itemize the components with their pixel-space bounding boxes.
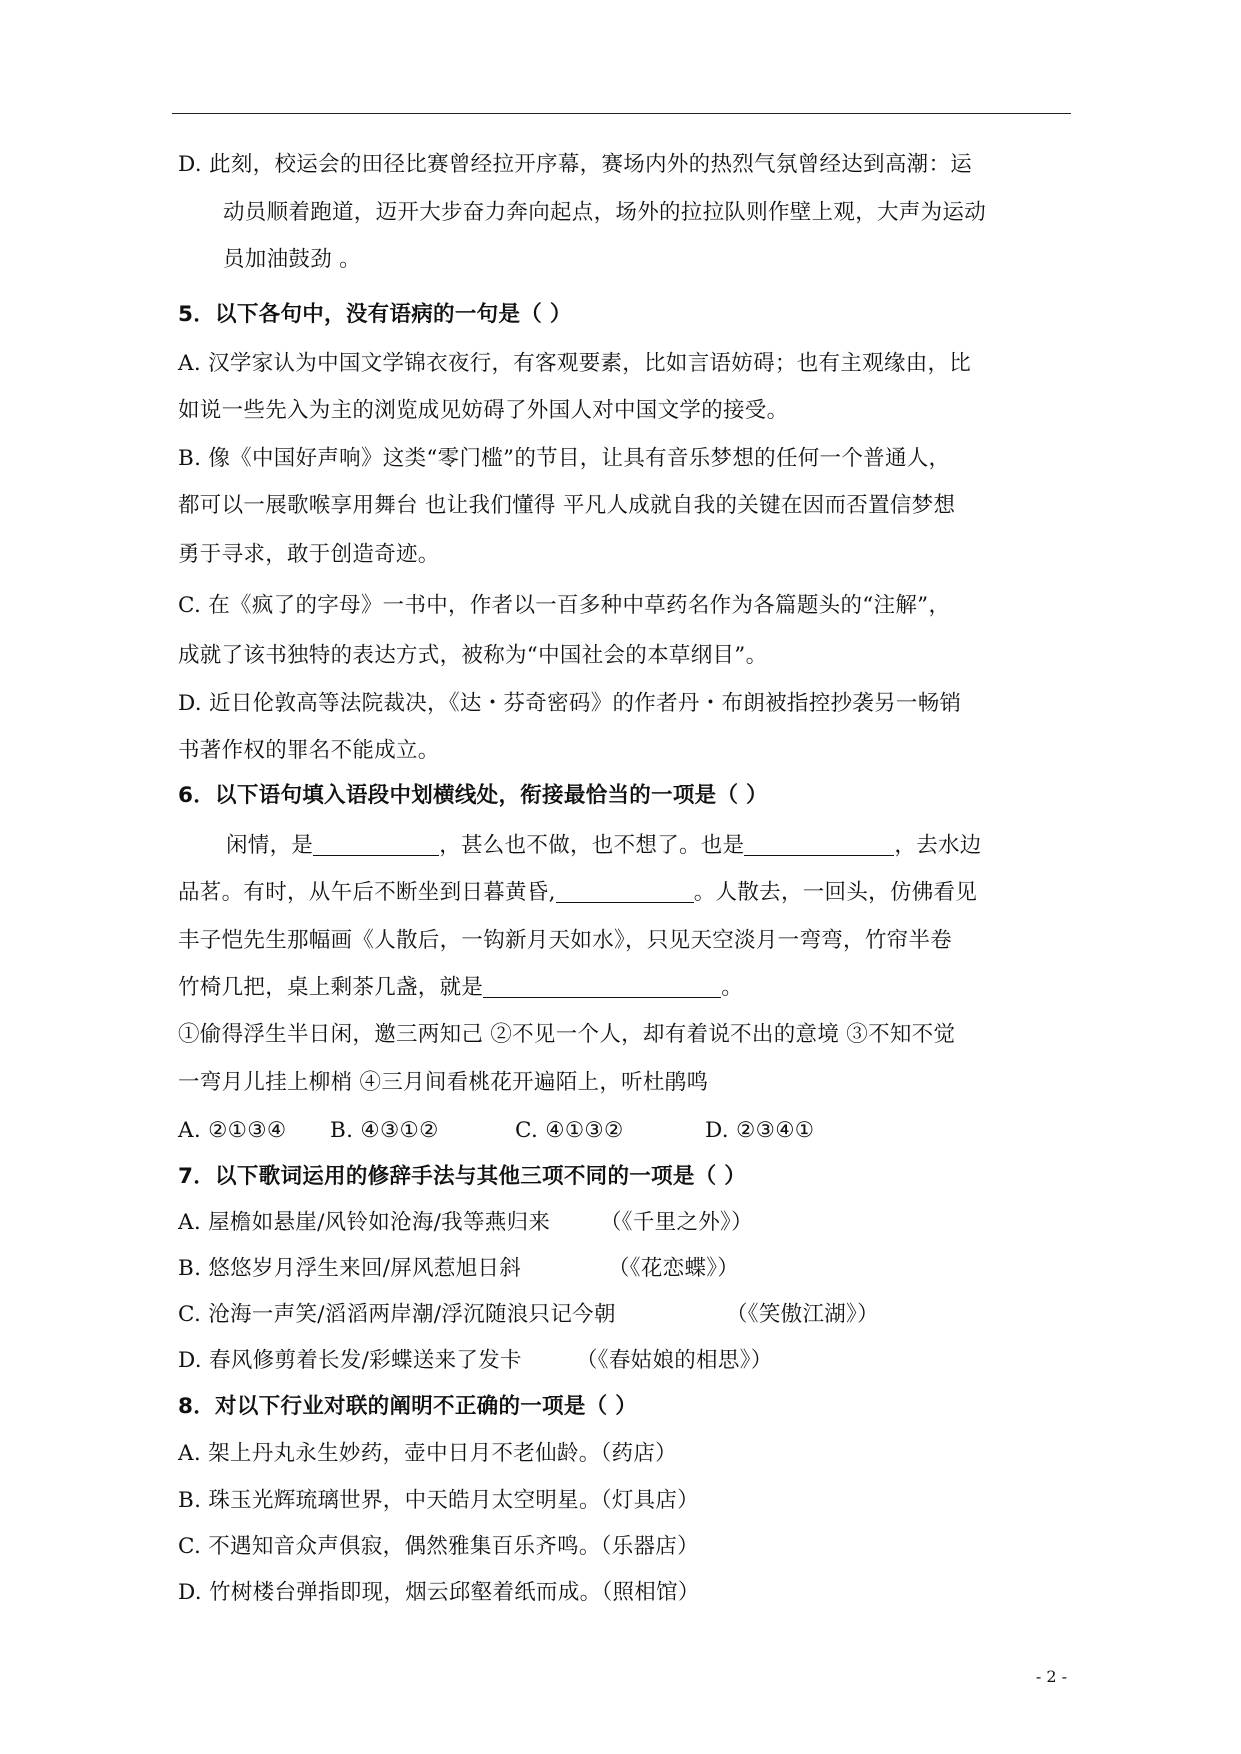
q7-option-a: [178, 1208, 753, 1238]
q8-option-d: D. 竹树楼台弹指即现，烟云邱壑着纸而成。（照相馆）: [178, 1580, 700, 1605]
q8-option-b: B. 珠玉光辉琉璃世界，中天皓月太空明星。（灯具店）: [178, 1488, 700, 1513]
q6-option-b: B. ④③①②: [330, 1118, 439, 1143]
q6-passage-line4: [178, 973, 743, 1003]
question-6-title: 6．以下语句填入语段中划横线处，衔接最恰当的一项是（ ）: [178, 783, 768, 808]
q7-option-b-source: （《花恋蝶》）: [608, 1256, 740, 1281]
q7-option-a-text: A. 屋檐如悬崖/风铃如沧海/我等燕归来: [178, 1210, 551, 1235]
q7-option-a-source: （《千里之外》）: [600, 1210, 753, 1235]
q6-passage-text: ，甚么也不做，也不想了。也是: [439, 833, 745, 858]
q6-passage-line3: 丰子恺先生那幅画《人散后，一钩新月天如水》，只见天空淡月一弯弯，竹帘半卷: [178, 928, 953, 953]
q5-option-b-line1: B. 像《中国好声响》这类“零门槛”的节目，让具有音乐梦想的任何一个普通人，: [178, 446, 951, 471]
page-number: - 2 -: [1035, 1667, 1067, 1686]
fill-blank-1: [313, 833, 439, 856]
q8-option-a: A. 架上丹丸永生妙药，壶中日月不老仙龄。（药店）: [178, 1441, 677, 1466]
fill-blank-2: [744, 833, 894, 856]
fill-blank-3: [556, 880, 694, 903]
question-5-title: 5．以下各句中，没有语病的一句是（ ）: [178, 302, 572, 327]
q5-option-d-line1: D. 近日伦敦高等法院裁决，《达・芬奇密码》的作者丹・布朗被指控抄袭另一畅销: [178, 691, 962, 716]
q8-option-c: C. 不遇知音众声俱寂，偶然雅集百乐齐鸣。（乐器店）: [178, 1534, 699, 1559]
q6-passage-text: ，去水边: [894, 833, 982, 858]
q5-option-b-line2: 都可以一展歌喉享用舞台 也让我们懂得 平凡人成就自我的关键在因而否置信梦想: [178, 493, 956, 518]
q6-sentences-line1: ①偷得浮生半日闲，邀三两知己 ②不见一个人，却有着说不出的意境 ③不知不觉: [178, 1022, 956, 1047]
q7-option-d: [178, 1346, 773, 1376]
q4-option-d-line1: D. 此刻，校运会的田径比赛曾经拉开序幕，赛场内外的热烈气氛曾经达到高潮：运: [178, 152, 973, 177]
q6-option-c: C. ④①③②: [515, 1118, 624, 1143]
q7-option-d-source: （《春姑娘的相思》）: [576, 1348, 773, 1373]
q7-option-c-text: C. 沧海一声笑/滔滔两岸潮/浮沉随浪只记今朝: [178, 1302, 616, 1327]
fill-blank-4: [483, 975, 721, 998]
q6-passage-text: 品茗。有时，从午后不断坐到日暮黄昏,: [178, 880, 556, 905]
q5-option-c-line2: 成就了该书独特的表达方式，被称为“中国社会的本草纲目”。: [178, 643, 768, 668]
q4-option-d-line2: 动员顺着跑道，迈开大步奋力奔向起点，场外的拉拉队则作壁上观，大声为运动: [223, 200, 987, 225]
q5-option-c-line1: C. 在《疯了的字母》一书中，作者以一百多种中草药名作为各篇题头的“注解”，: [178, 593, 951, 618]
q6-option-d: D. ②③④①: [705, 1118, 815, 1143]
q6-passage-text: 。: [721, 975, 744, 1000]
q5-option-a-line1: A. 汉学家认为中国文学锦衣夜行，有客观要素，比如言语妨碍；也有主观缘由，比: [178, 351, 972, 376]
q7-option-b-text: B. 悠悠岁月浮生来回/屏风惹旭日斜: [178, 1256, 522, 1281]
q4-option-d-line3: 员加油鼓劲 。: [223, 247, 361, 272]
q5-option-d-line2: 书著作权的罪名不能成立。: [178, 738, 440, 763]
q6-sentences-line2: 一弯月儿挂上柳梢 ④三月间看桃花开遍陌上，听杜鹃鸣: [178, 1070, 709, 1095]
header-rule: [172, 113, 1071, 114]
q6-passage-text: 竹椅几把，桌上剩茶几盏，就是: [178, 975, 484, 1000]
q6-passage-text: 。人散去，一回头，仿佛看见: [693, 880, 978, 905]
q5-option-b-line3: 勇于寻求，敢于创造奇迹。: [178, 542, 440, 567]
q6-passage-line2: [178, 878, 977, 908]
q6-passage-text: 闲情，是: [226, 833, 314, 858]
q5-option-a-line2: 如说一些先入为主的浏览成见妨碍了外国人对中国文学的接受。: [178, 398, 789, 423]
q7-option-d-text: D. 春风修剪着长发/彩蝶送来了发卡: [178, 1348, 522, 1373]
q7-option-c: [178, 1300, 879, 1330]
q6-options: [178, 1116, 814, 1146]
q7-option-c-source: （《笑傲江湖》）: [726, 1302, 879, 1327]
question-8-title: 8．对以下行业对联的阐明不正确的一项是（ ）: [178, 1394, 638, 1419]
q6-passage-line1: [226, 831, 982, 861]
question-7-title: 7．以下歌词运用的修辞手法与其他三项不同的一项是（ ）: [178, 1164, 747, 1189]
q6-option-a: A. ②①③④: [178, 1118, 287, 1143]
q7-option-b: [178, 1254, 740, 1284]
